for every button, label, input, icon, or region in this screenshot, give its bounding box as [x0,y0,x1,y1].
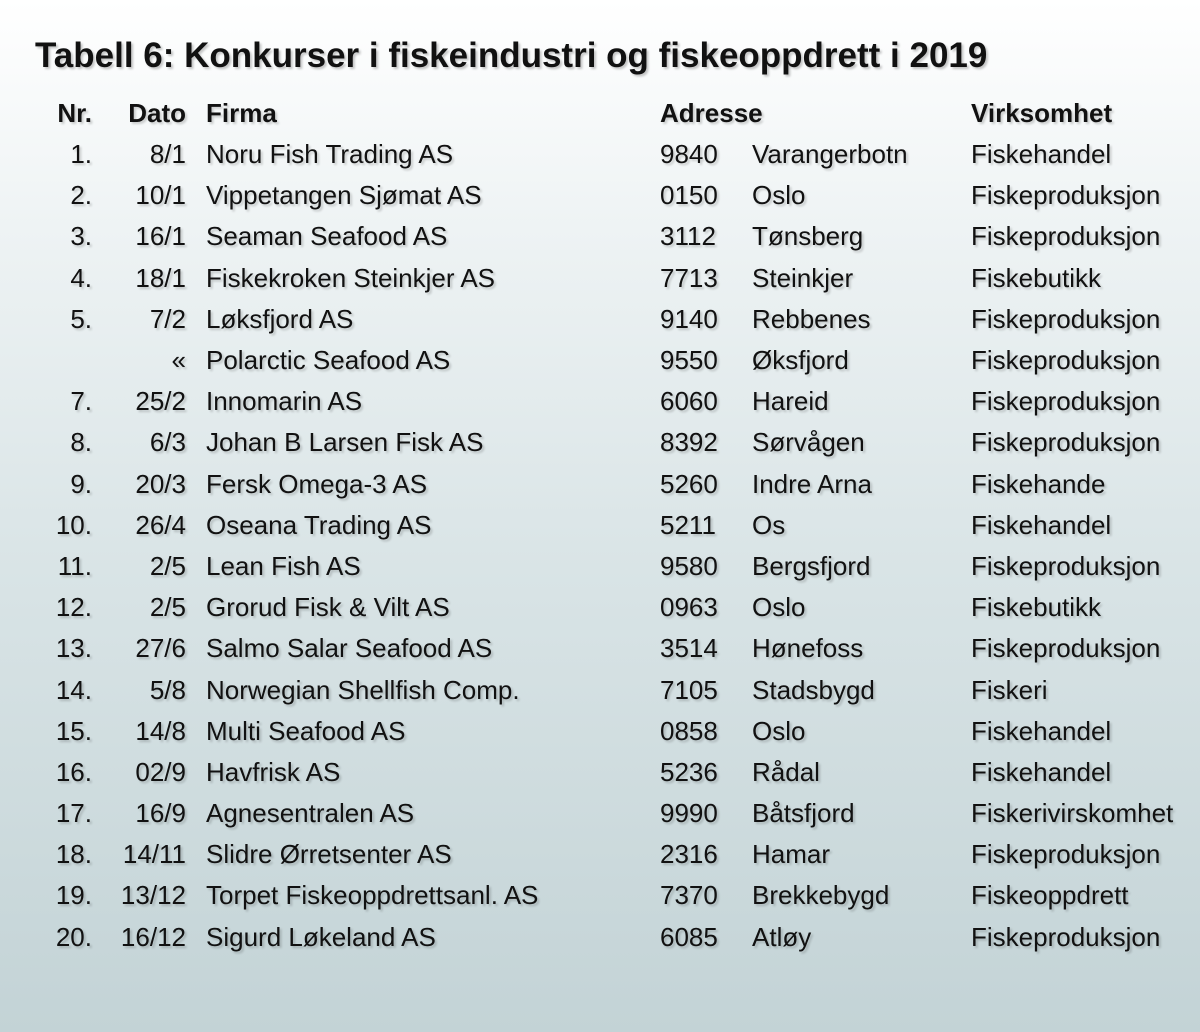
row-company: Havfrisk AS [206,756,341,787]
row-city: Stadsbygd [752,674,875,705]
row-date: 14/11 [122,839,186,870]
row-number: 15. [55,715,92,746]
row-city: Bergsfjord [752,550,871,581]
row-city: Øksfjord [752,345,849,376]
row-date: 8/1 [149,139,186,170]
row-postcode: 0858 [660,715,718,746]
row-business-type: Fiskebutikk [971,592,1102,623]
table-row [0,464,1200,505]
row-postcode: 8392 [660,427,718,458]
row-number: 12. [55,592,92,623]
row-date: 27/6 [135,633,186,664]
row-city: Varangerbotn [752,139,908,170]
row-date: « [171,345,186,376]
row-number: 17. [55,798,92,829]
row-company: Norwegian Shellfish Comp. [206,674,520,705]
table-row [0,216,1200,257]
row-city: Brekkebygd [752,880,890,911]
row-company: Grorud Fisk & Vilt AS [206,592,450,623]
row-business-type: Fiskeproduksjon [971,386,1161,417]
table-row [0,917,1200,958]
table-row [0,505,1200,546]
row-city: Hamar [752,839,831,870]
row-postcode: 9580 [660,550,718,581]
table-row [0,752,1200,793]
row-city: Oslo [752,592,806,623]
header-virksomhet: Virksomhet [971,97,1113,128]
row-company: Torpet Fiskeoppdrettsanl. AS [206,880,539,911]
row-city: Steinkjer [752,262,854,293]
row-number: 18. [55,839,92,870]
row-postcode: 9550 [660,345,718,376]
row-postcode: 2316 [660,839,718,870]
row-city: Atløy [752,921,812,952]
table-row [0,628,1200,669]
row-business-type: Fiskehandel [971,756,1112,787]
header-nr: Nr. [57,97,92,128]
row-business-type: Fiskehandel [971,139,1112,170]
table-row [0,834,1200,875]
header-dato: Dato [128,97,186,128]
table-row [0,587,1200,628]
row-business-type: Fiskeproduksjon [971,345,1161,376]
row-number: 10. [55,509,92,540]
row-business-type: Fiskeproduksjon [971,303,1161,334]
table-row [0,175,1200,216]
row-date: 10/1 [135,180,186,211]
row-business-type: Fiskerivirskomhet [971,798,1174,829]
row-date: 26/4 [135,509,186,540]
row-city: Rådal [752,756,820,787]
row-postcode: 9140 [660,303,718,334]
row-date: 14/8 [135,715,186,746]
table-row [0,711,1200,752]
row-number: 8. [70,427,92,458]
row-business-type: Fiskeproduksjon [971,921,1161,952]
row-company: Vippetangen Sjømat AS [206,180,482,211]
row-postcode: 9840 [660,139,718,170]
row-number: 16. [55,756,92,787]
row-number: 13. [55,633,92,664]
row-business-type: Fiskeproduksjon [971,839,1161,870]
row-city: Tønsberg [752,221,864,252]
row-postcode: 3112 [660,221,716,252]
row-number: 19. [55,880,92,911]
row-company: Seaman Seafood AS [206,221,448,252]
row-number [0,340,92,381]
table-row [0,793,1200,834]
row-date: 16/9 [135,798,186,829]
row-business-type: Fiskeproduksjon [971,550,1161,581]
row-city: Os [752,509,786,540]
row-company: Fersk Omega-3 AS [206,468,428,499]
row-business-type: Fiskeproduksjon [971,180,1161,211]
row-city: Hønefoss [752,633,864,664]
row-business-type: Fiskehandel [971,509,1112,540]
table-row [0,299,1200,340]
row-number: 4. [70,262,92,293]
row-date: 02/9 [135,756,186,787]
row-number: 9. [70,468,92,499]
row-number: 5. [70,303,92,334]
row-business-type: Fiskeproduksjon [971,633,1161,664]
table-row [0,546,1200,587]
row-number: 11. [57,550,92,581]
row-postcode: 0963 [660,592,718,623]
row-company: Innomarin AS [206,386,363,417]
row-date: 16/1 [135,221,186,252]
row-postcode: 7713 [660,262,718,293]
table-row [0,340,1200,381]
row-date: 18/1 [135,262,186,293]
row-postcode: 0150 [660,180,718,211]
row-number: 20. [55,921,92,952]
row-number: 14. [55,674,92,705]
table-row [0,669,1200,710]
bankruptcy-table [0,92,1200,958]
row-date: 20/3 [135,468,186,499]
header-row [0,92,1200,134]
row-date: 13/12 [120,880,186,911]
row-business-type: Fiskeoppdrett [971,880,1129,911]
row-company: Sigurd Løkeland AS [206,921,436,952]
row-date: 7/2 [149,303,186,334]
row-city: Rebbenes [752,303,871,334]
row-postcode: 5211 [660,509,716,540]
row-business-type: Fiskeproduksjon [971,221,1161,252]
row-postcode: 7105 [660,674,718,705]
row-postcode: 5236 [660,756,718,787]
row-postcode: 9990 [660,798,718,829]
row-postcode: 7370 [660,880,718,911]
row-business-type: Fiskehande [971,468,1106,499]
row-postcode: 5260 [660,468,718,499]
row-city: Indre Arna [752,468,872,499]
table-row [0,134,1200,175]
row-date: 6/3 [149,427,186,458]
table-title: Tabell 6: Konkurser i fiskeindustri og fiskeoppdrett i 2019 [35,36,988,75]
row-company: Slidre Ørretsenter AS [206,839,452,870]
row-business-type: Fiskeri [971,674,1048,705]
row-number: 3. [70,221,92,252]
row-company: Agnesentralen AS [206,798,415,829]
row-city: Hareid [752,386,829,417]
row-number: 1. [70,139,92,170]
row-date: 16/12 [120,921,186,952]
table-row [0,875,1200,916]
row-company: Lean Fish AS [206,550,361,581]
table-row [0,258,1200,299]
header-firma: Firma [206,97,277,128]
row-number: 7. [70,386,92,417]
row-company: Oseana Trading AS [206,509,432,540]
row-postcode: 6060 [660,386,718,417]
row-city: Oslo [752,715,806,746]
row-company: Løksfjord AS [206,303,354,334]
row-postcode: 3514 [660,633,718,664]
row-business-type: Fiskehandel [971,715,1112,746]
row-company: Johan B Larsen Fisk AS [206,427,484,458]
row-company: Fiskekroken Steinkjer AS [206,262,496,293]
row-number: 2. [70,180,92,211]
table-row [0,422,1200,463]
row-company: Polarctic Seafood AS [206,345,451,376]
row-city: Oslo [752,180,806,211]
row-company: Noru Fish Trading AS [206,139,454,170]
row-company: Salmo Salar Seafood AS [206,633,493,664]
table-row [0,381,1200,422]
row-date: 2/5 [149,550,186,581]
row-business-type: Fiskeproduksjon [971,427,1161,458]
row-city: Båtsfjord [752,798,855,829]
row-company: Multi Seafood AS [206,715,406,746]
row-city: Sørvågen [752,427,865,458]
row-postcode: 6085 [660,921,718,952]
header-adresse: Adresse [660,97,763,128]
row-date: 5/8 [149,674,186,705]
row-business-type: Fiskebutikk [971,262,1102,293]
row-date: 2/5 [149,592,186,623]
row-date: 25/2 [135,386,186,417]
